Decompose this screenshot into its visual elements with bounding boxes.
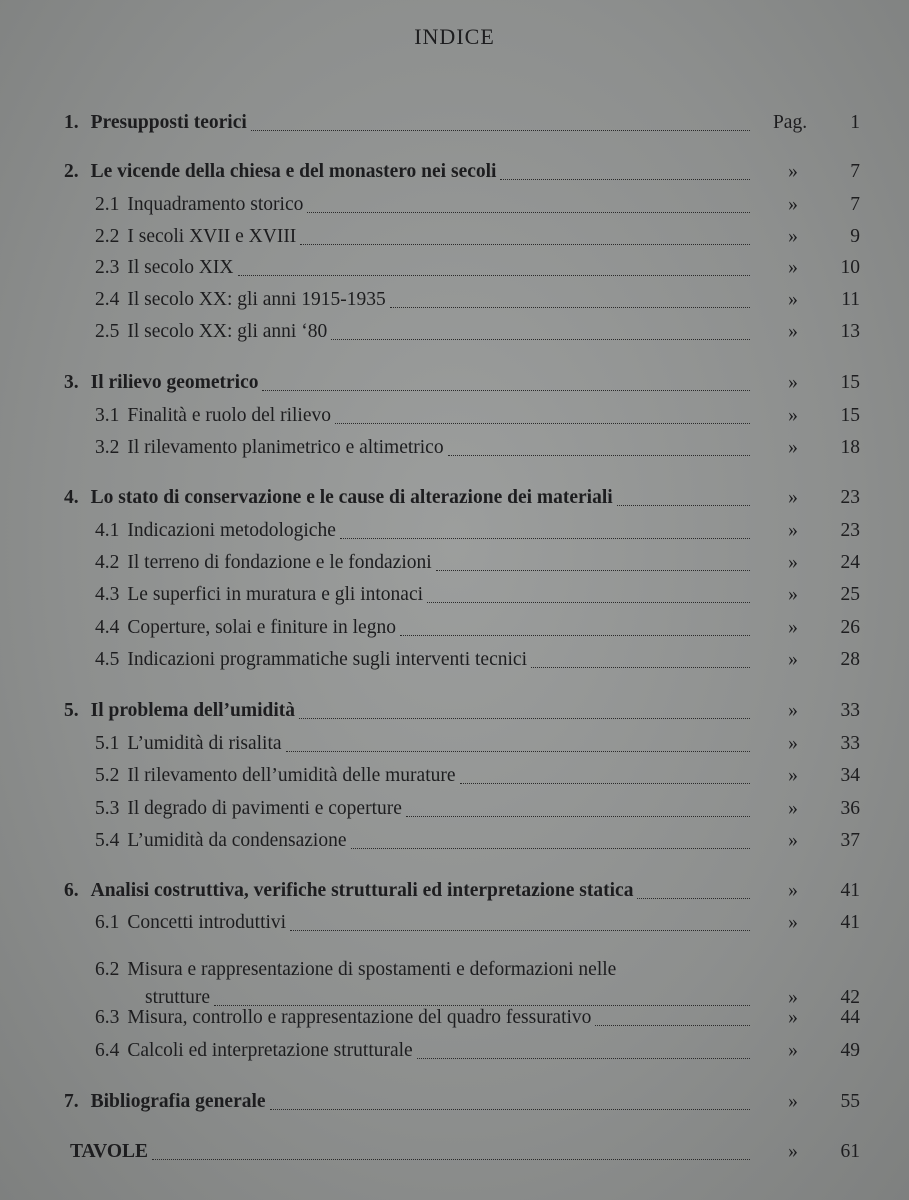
- entry-text: Bibliografia generale: [90, 1091, 266, 1112]
- page-marker: »: [788, 161, 798, 182]
- dot-leader: [460, 783, 750, 784]
- page-marker: »: [788, 912, 798, 933]
- page-marker: »: [788, 1007, 798, 1028]
- entry-text: L’umidità da condensazione: [127, 830, 347, 851]
- page-marker: »: [788, 765, 798, 786]
- dot-leader: [290, 930, 750, 931]
- entry-number: 6.2: [95, 959, 120, 980]
- toc-entry: [0, 157, 909, 187]
- dot-leader: [270, 1109, 750, 1110]
- entry-number: 5.: [64, 700, 79, 721]
- dot-leader: [251, 130, 750, 131]
- page-marker: »: [788, 987, 798, 1008]
- entry-number: 3.1: [95, 405, 120, 426]
- page-marker: »: [788, 733, 798, 754]
- toc-entry-title: [95, 826, 347, 856]
- page-number: 37: [840, 830, 860, 851]
- entry-text: Misura, controllo e rappresentazione del quadro fessurativo: [127, 1007, 592, 1028]
- toc-entry: [0, 613, 909, 643]
- toc-entry-title: [95, 1003, 591, 1033]
- toc-entry: [0, 645, 909, 675]
- toc-entry-title: [95, 729, 282, 759]
- page-marker: »: [788, 226, 798, 247]
- entry-text: Finalità e ruolo del rilievo: [127, 405, 331, 426]
- toc-entry: [0, 761, 909, 791]
- entry-number: 2.1: [95, 194, 120, 215]
- toc-entry-title: [95, 548, 432, 578]
- entry-number: 4.5: [95, 649, 120, 670]
- page-marker: »: [788, 1091, 798, 1112]
- entry-text: Misura e rappresentazione di spostamenti e deformazioni nelle: [127, 959, 617, 980]
- toc-entry-title: [95, 285, 386, 315]
- toc-entry-title: [95, 190, 303, 220]
- page-title: INDICE: [414, 24, 495, 49]
- entry-text: Presupposti teorici: [90, 112, 247, 133]
- page-marker: »: [788, 798, 798, 819]
- entry-number: 6.3: [95, 1007, 120, 1028]
- page-number: 11: [841, 289, 860, 310]
- page-number: 28: [840, 649, 860, 670]
- page-number: 33: [840, 733, 860, 754]
- page-number: 26: [840, 617, 860, 638]
- entry-text: I secoli XVII e XVIII: [127, 226, 297, 247]
- entry-text: Analisi costruttiva, verifiche strutturali ed interpretazione statica: [90, 880, 634, 901]
- toc-entry: [0, 401, 909, 431]
- toc-entry: [0, 222, 909, 252]
- entry-number: 2.5: [95, 321, 120, 342]
- dot-leader: [351, 848, 750, 849]
- dot-leader: [406, 816, 750, 817]
- dot-leader: [417, 1058, 750, 1059]
- dot-leader: [331, 339, 750, 340]
- entry-number: 6.1: [95, 912, 120, 933]
- toc-entry-title: [95, 580, 423, 610]
- dot-leader: [299, 718, 750, 719]
- entry-text: Le superfici in muratura e gli intonaci: [127, 584, 424, 605]
- page-number: 44: [840, 1007, 860, 1028]
- toc-entry-title: [64, 483, 613, 513]
- toc-entry: [0, 580, 909, 610]
- dot-leader: [637, 898, 750, 899]
- entry-text: Il problema dell’umidità: [90, 700, 296, 721]
- page-number: 42: [840, 987, 860, 1008]
- entry-text: Il rilevamento planimetrico e altimetrico: [127, 437, 444, 458]
- dot-leader: [300, 244, 750, 245]
- entry-number: 4.2: [95, 552, 120, 573]
- entry-number: 3.: [64, 372, 79, 393]
- entry-number: 6.4: [95, 1040, 120, 1061]
- page-marker: »: [788, 552, 798, 573]
- entry-number: 4.3: [95, 584, 120, 605]
- entry-number: 5.4: [95, 830, 120, 851]
- page-marker: »: [788, 617, 798, 638]
- page-number: 24: [840, 552, 860, 573]
- page-marker: »: [788, 289, 798, 310]
- dot-leader: [286, 751, 750, 752]
- page-marker: »: [788, 437, 798, 458]
- page-number: 15: [840, 405, 860, 426]
- entry-text: Il secolo XX: gli anni ‘80: [127, 321, 328, 342]
- entry-number: 5.1: [95, 733, 120, 754]
- entry-text: Le vicende della chiesa e del monastero nei secoli: [90, 161, 497, 182]
- page-marker: »: [788, 1141, 798, 1162]
- dot-leader: [238, 275, 750, 276]
- page-marker: »: [788, 405, 798, 426]
- toc-entry: [0, 1003, 909, 1033]
- page-marker: »: [788, 372, 798, 393]
- page-number: 23: [840, 520, 860, 541]
- page-marker: »: [788, 257, 798, 278]
- page-number: 25: [840, 584, 860, 605]
- entry-text: Indicazioni metodologiche: [127, 520, 336, 541]
- page-number: 61: [840, 1141, 860, 1162]
- dot-leader: [448, 455, 750, 456]
- dot-leader: [307, 212, 750, 213]
- entry-text: Il rilievo geometrico: [90, 372, 259, 393]
- toc-entry: [0, 908, 909, 938]
- toc-entry-title: [95, 1036, 413, 1066]
- toc-entry-title: [70, 1137, 148, 1167]
- toc-entry-title: [95, 613, 396, 643]
- toc-entry: [0, 253, 909, 283]
- page-marker: »: [788, 321, 798, 342]
- page-number: 1: [850, 112, 860, 133]
- dot-leader: [152, 1159, 750, 1160]
- page-marker: »: [788, 584, 798, 605]
- page-marker: »: [788, 487, 798, 508]
- page-marker: »: [788, 830, 798, 851]
- dot-leader: [436, 570, 750, 571]
- toc-entry-title: [64, 108, 247, 138]
- page-number: 41: [840, 880, 860, 901]
- toc-entry-title: [95, 761, 456, 791]
- dot-leader: [500, 179, 750, 180]
- page-marker: »: [788, 649, 798, 670]
- toc-entry: [0, 696, 909, 726]
- dot-leader: [595, 1025, 750, 1026]
- page-number: 36: [840, 798, 860, 819]
- page-marker: »: [788, 520, 798, 541]
- dot-leader: [335, 423, 750, 424]
- toc-entry: [0, 729, 909, 759]
- entry-number: 4.: [64, 487, 79, 508]
- entry-number: 2.2: [95, 226, 120, 247]
- toc-entry: [0, 876, 909, 906]
- toc-entry-title: [64, 696, 295, 726]
- toc-entry-title: [95, 433, 444, 463]
- toc-entry: [0, 433, 909, 463]
- toc-entry-title: [95, 794, 402, 824]
- entry-text: L’umidità di risalita: [127, 733, 282, 754]
- dot-leader: [390, 307, 750, 308]
- dot-leader: [617, 505, 750, 506]
- toc-entry-title: [95, 516, 336, 546]
- entry-number: 4.1: [95, 520, 120, 541]
- entry-number: 1.: [64, 112, 79, 133]
- toc-entry-title: [64, 368, 258, 398]
- page-number: 23: [840, 487, 860, 508]
- page-number: 34: [840, 765, 860, 786]
- entry-text: Il secolo XIX: [127, 257, 234, 278]
- toc-entry: [0, 1137, 909, 1167]
- entry-text: Il degrado di pavimenti e coperture: [127, 798, 402, 819]
- page-marker: »: [788, 700, 798, 721]
- entry-text: Coperture, solai e finiture in legno: [127, 617, 396, 638]
- page-number: 55: [840, 1091, 860, 1112]
- page-number: 49: [840, 1040, 860, 1061]
- page-marker: Pag.: [772, 112, 808, 133]
- entry-text: Calcoli ed interpretazione strutturale: [127, 1040, 413, 1061]
- page-number: 10: [840, 257, 860, 278]
- toc-entry: [0, 826, 909, 856]
- entry-number: 2.4: [95, 289, 120, 310]
- toc-entry: [0, 317, 909, 347]
- page-number: 18: [840, 437, 860, 458]
- dot-leader: [340, 538, 750, 539]
- entry-text-continued: strutture: [145, 987, 210, 1008]
- page-number: 7: [850, 194, 860, 215]
- toc-entry-title: [64, 157, 496, 187]
- dot-leader: [531, 667, 750, 668]
- toc-entry: [0, 955, 909, 1008]
- toc-entry: [0, 108, 909, 138]
- page-number: 33: [840, 700, 860, 721]
- toc-entry-title: [95, 955, 616, 985]
- entry-number: 5.3: [95, 798, 120, 819]
- page-number: 7: [850, 161, 860, 182]
- entry-number: 7.: [64, 1091, 79, 1112]
- toc-entry-title: [95, 401, 331, 431]
- page-number: 41: [840, 912, 860, 933]
- page-number: 15: [840, 372, 860, 393]
- toc-entry: [0, 1087, 909, 1117]
- entry-text: TAVOLE: [70, 1141, 148, 1162]
- entry-text: Il terreno di fondazione e le fondazioni: [127, 552, 432, 573]
- entry-number: 6.: [64, 880, 79, 901]
- page-number: 13: [840, 321, 860, 342]
- toc-entry-title: [64, 876, 633, 906]
- entry-text: Il secolo XX: gli anni 1915-1935: [127, 289, 386, 310]
- dot-leader: [262, 390, 750, 391]
- toc-entry-title: [95, 253, 234, 283]
- toc-entry: [0, 1036, 909, 1066]
- toc-entry-title: [64, 1087, 266, 1117]
- toc-entry: [0, 548, 909, 578]
- toc-entry-title: [95, 908, 286, 938]
- entry-number: 2.3: [95, 257, 120, 278]
- page-number: 9: [850, 226, 860, 247]
- page-marker: »: [788, 194, 798, 215]
- dot-leader: [400, 635, 750, 636]
- entry-text: Il rilevamento dell’umidità delle murature: [127, 765, 456, 786]
- toc-entry: [0, 794, 909, 824]
- toc-entry-title: [95, 222, 296, 252]
- dot-leader: [427, 602, 750, 603]
- entry-text: Indicazioni programmatiche sugli interventi tecnici: [127, 649, 527, 670]
- entry-text: Lo stato di conservazione e le cause di alterazione dei materiali: [90, 487, 613, 508]
- toc-entry: [0, 516, 909, 546]
- page-marker: »: [788, 880, 798, 901]
- toc-entry: [0, 483, 909, 513]
- entry-number: 4.4: [95, 617, 120, 638]
- toc-entry: [0, 190, 909, 220]
- page-marker: »: [788, 1040, 798, 1061]
- entry-number: 3.2: [95, 437, 120, 458]
- entry-number: 2.: [64, 161, 79, 182]
- entry-text: Inquadramento storico: [127, 194, 304, 215]
- toc-entry-title: [95, 317, 327, 347]
- toc-entry-title: [95, 645, 527, 675]
- toc-entry: [0, 285, 909, 315]
- entry-number: 5.2: [95, 765, 120, 786]
- toc-entry: [0, 368, 909, 398]
- entry-text: Concetti introduttivi: [127, 912, 287, 933]
